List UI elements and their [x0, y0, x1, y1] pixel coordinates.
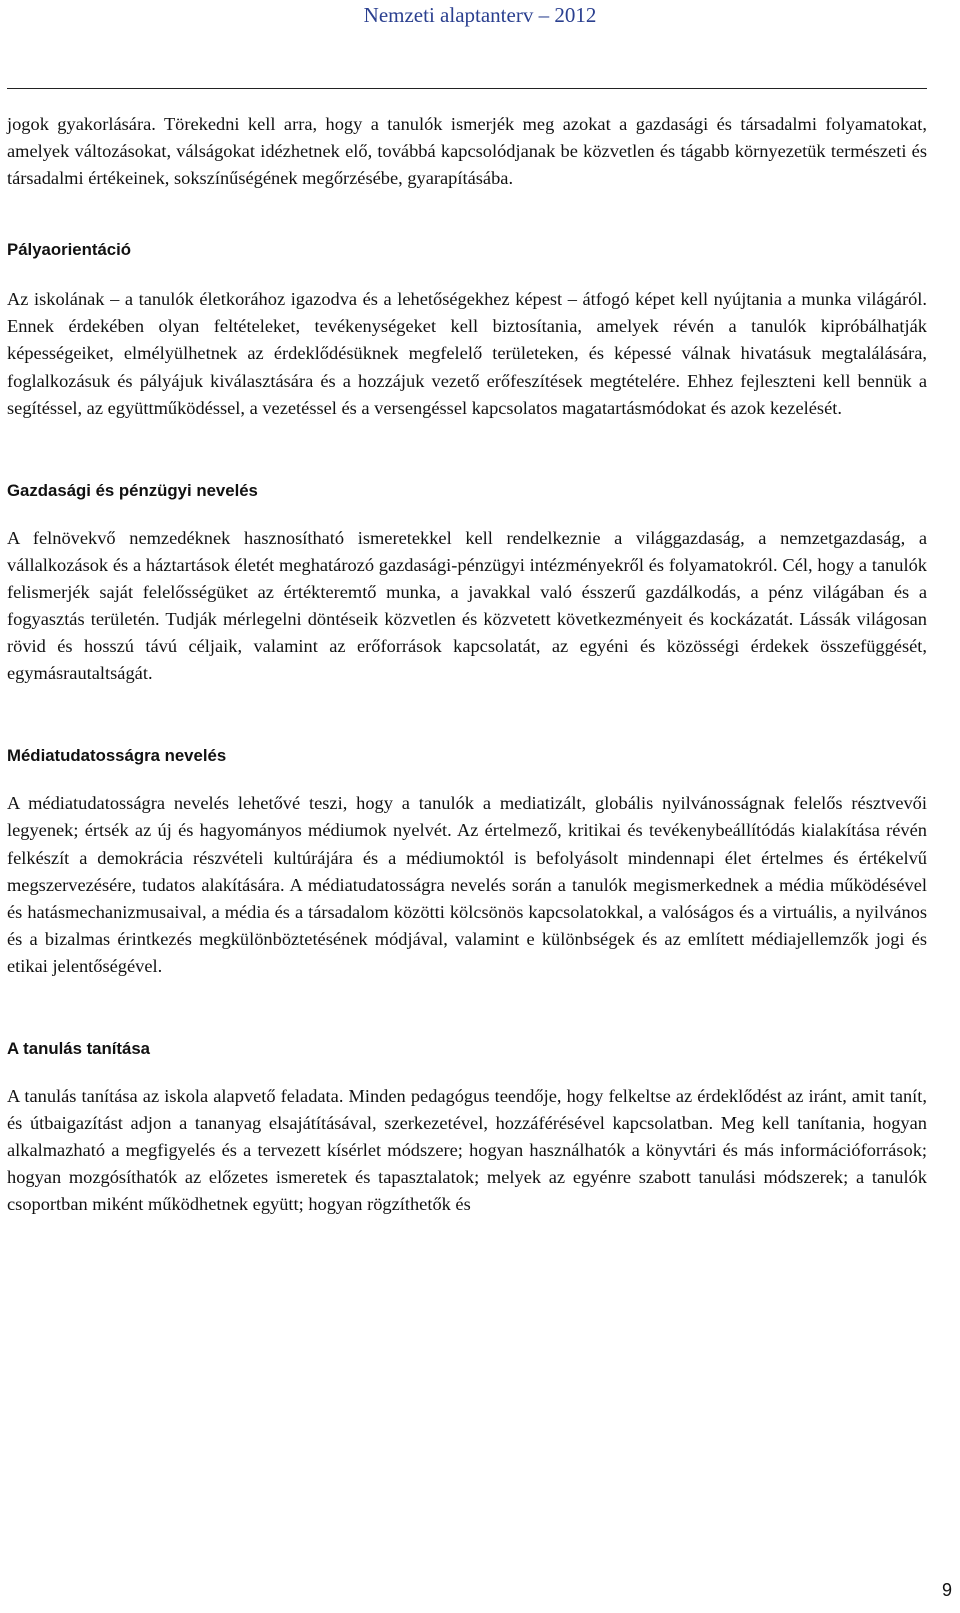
section-spacer	[7, 422, 927, 477]
page-header-title: Nemzeti alaptanterv – 2012	[363, 3, 597, 27]
section-heading-tanulas-tanitasa: A tanulás tanítása	[7, 1038, 150, 1058]
heading-spacer	[7, 504, 927, 525]
section-spacer	[7, 980, 927, 1035]
section-spacer	[7, 687, 927, 742]
document-body	[7, 111, 927, 1218]
section-paragraph-gazdasagi: A felnövekvő nemzedéknek hasznosítható ismeretekkel kell rendelkeznie a világgazdaság, a nemzetgazdaság, a vállalkozások és a háztartások életét meghatározó gazdasági-pénzügyi intézményekről és folyamatokról. Cél, hogy a tanulók felismerjék saját felelősségüket az értékteremtő munka, a javakkal való ésszerű gazdálkodás, a pénz világában és a fogyasztás területén. Tudják mérlegelni döntéseik közvetlen és közvetett következményeit és kockázatát. Lássák világosan rövid és hosszú távú céljaik, valamint az erőforrások kapcsolatát, az egyéni és közösségi érdekek összefüggését, egymásrautaltságát.	[7, 527, 927, 684]
section-heading-palyaorientacio: Pályaorientáció	[7, 240, 132, 260]
section-spacer	[7, 192, 927, 236]
intro-paragraph: jogok gyakorlására. Törekedni kell arra, hogy a tanulók ismerjék meg azokat a gazdasági és társadalmi folyamatokat, amelyek változásokat, válságokat idézhetnek elő, továbbá kapcsolódjanak be közvetlen és tágabb környezetük természeti és társadalmi értékeinek, sokszínűségének megőrzésébe, gyarapításába.	[7, 114, 927, 189]
header-divider	[7, 88, 927, 89]
heading-spacer	[7, 769, 927, 790]
heading-spacer	[7, 1062, 927, 1083]
heading-spacer	[7, 263, 927, 286]
section-paragraph-tanulas-tanitasa: A tanulás tanítása az iskola alapvető feladata. Minden pedagógus teendője, hogy felkeltse az érdeklődést az iránt, amit tanít, és útbaigazítást adjon a tananyag elsajátításával, szerkezetével, hozzáférésével kapcsolatban. Meg kell tanítania, hogyan alkalmazható a megfigyelés és a tervezett kísérlet módszere; hogyan használhatók a könyvtári és más információforrások; hogyan mozgósíthatók az előzetes ismeretek és tapasztalatok; melyek az egyénre szabott tanulási módszerek; a tanulók csoportban miként működhetnek együtt; hogyan rögzíthetők és	[7, 1085, 927, 1215]
section-paragraph-palyaorientacio: Az iskolának – a tanulók életkorához igazodva és a lehetőségekhez képest – átfogó képet kell nyújtania a munka világáról. Ennek érdekében olyan feltételeket, tevékenységeket kell biztosítania, amelyek révén a tanulók kipróbálhatják képességeiket, elmélyülhetnek az érdeklődésüknek megfelelő területeken, és képessé válnak hivatásuk megtalálására, foglalkozásuk és pályájuk kiválasztására és a hozzájuk vezető erőfeszítések megtételére. Ehhez fejleszteni kell bennük a segítéssel, az együttműködéssel, a vezetéssel és a versengéssel kapcsolatos magatartásmódokat és azok kezelését.	[7, 289, 927, 418]
page-number: 9	[941, 1580, 952, 1600]
section-paragraph-mediatudatossag: A médiatudatosságra nevelés lehetővé teszi, hogy a tanulók a mediatizált, globális nyilvánosságnak felelős résztvevői legyenek; értsék az új és hagyományos médiumok nyelvét. Az értelmező, kritikai és tevékenybeállítódás kialakítása révén felkészít a demokrácia részvételi kultúrájára és a médiumoktól is befolyásolt mindennapi élet értelmes és értékelvű megszervezésére, tudatos alakítására. A médiatudatosságra nevelés során a tanulók megismerkednek a média működésével és hatásmechanizmusaival, a média és a társadalom közötti kölcsönös kapcsolatokkal, a valóságos és a virtuális, a nyilvános és a bizalmas érintkezés megkülönböztetésének módjával, valamint e különbségek és az említett médiajellemzők jogi és etikai jelentőségével.	[7, 793, 927, 976]
section-heading-gazdasagi: Gazdasági és pénzügyi nevelés	[7, 480, 258, 500]
section-heading-mediatudatossag: Médiatudatosságra nevelés	[7, 746, 227, 766]
